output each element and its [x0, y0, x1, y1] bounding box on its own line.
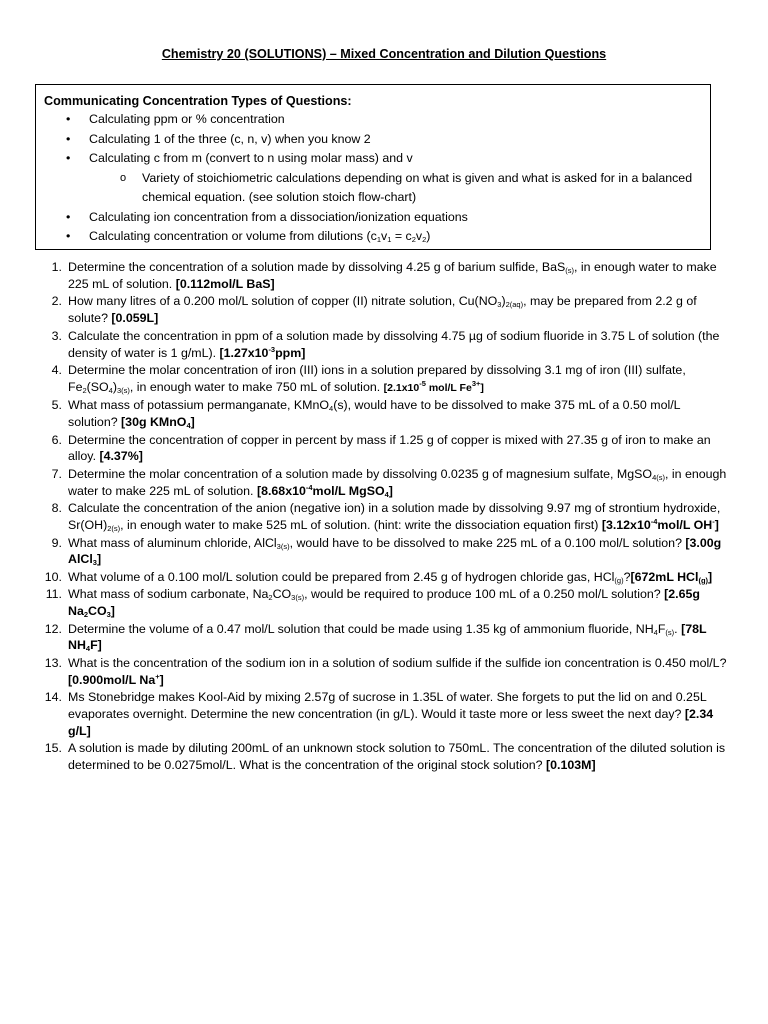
answer: [3.00g AlCl$_3$]	[68, 535, 722, 568]
answer: [0.112mol/L BaS]	[175, 276, 275, 291]
question-number: 1.	[51, 260, 62, 274]
question-item: 13. What is the concentration of the sodium ion in a solution of sodium sulfide if the sulfide ion concentration is 0.450 mol/L? [0.900mol/L Na+]	[40, 655, 730, 689]
answer: [0.900mol/L Na+]	[68, 671, 164, 687]
answer: [0.103M]	[546, 758, 596, 773]
question-item: 4. Determine the molar concentration of iron (III) ions in a solution prepared by dissolving 3.1 mg of iron (III) sulfate, $Fe_2(SO_4)_{3(s)}$, in enough water to make 750 mL of solution. [$2.1x10^{-5}$ mol/L $Fe^{3+}$]	[40, 362, 730, 397]
question-number: 5.	[51, 398, 62, 413]
question-number: 2.	[51, 294, 62, 309]
answer: [30g KMnO$_4$]	[121, 415, 195, 431]
question-number: 12.	[44, 621, 62, 636]
question-number: 6.	[51, 432, 62, 447]
answer: [$3.12x10^{-4}mol/L$ OH-]	[601, 517, 719, 533]
bullet-icon: •	[66, 112, 71, 126]
answer: [78L $NH_4F$]	[68, 621, 707, 654]
sub-bullet-item: o Variety of stoichiometric calculations depending on what is given and what is asked for in a balanced chemical equation. (see solution stoich flow-chart)	[120, 170, 693, 204]
box-heading: Communicating Concentration Types of Questions:	[44, 94, 352, 108]
bullet-icon: •	[66, 229, 71, 243]
question-number: 3.	[51, 328, 62, 343]
answer: [$2.1x10^{-5}$ mol/L $Fe^{3+}$]	[383, 378, 484, 394]
question-item: 9. What mass of aluminum chloride, AlCl$_{3(s)}$, would have to be dissolved to make 225 mL of a 0.100 mol/L solution? [3.00g AlCl$_3$]	[40, 535, 730, 569]
question-number: 7.	[51, 466, 62, 481]
answer: [672mL HCl$_{(g)}$]	[630, 569, 713, 585]
question-item: 12. Determine the volume of a 0.47 mol/L solution that could be made using 1.35 kg of ammonium fluoride, $NH_4F_{(s)}$. [78L $NH_4F$]	[40, 621, 730, 655]
bullet-item: • Calculating 1 of the three (c, n, v) when you know 2	[44, 130, 710, 150]
question-number: 4.	[51, 362, 62, 377]
question-number: 8.	[51, 501, 62, 516]
answer: [4.37%]	[99, 449, 143, 464]
question-number: 10.	[44, 569, 62, 584]
question-item: 7. Determine the molar concentration of a solution made by dissolving 0.0235 g of magnesium sulfate, MgSO$_{4(s)}$, in enough water to make 225 mL of solution. [$8.68x10^{-4}mol/L$ MgSO$_4$]	[40, 466, 730, 500]
bullet-icon: •	[66, 131, 71, 146]
question-item: 6. Determine the concentration of copper in percent by mass if 1.25 g of copper is mixed with 27.35 g of iron to make an alloy. [4.37%]	[40, 432, 730, 466]
circle-bullet-icon: o	[120, 171, 127, 184]
question-number: 13.	[44, 655, 62, 670]
question-item: 15. A solution is made by diluting 200mL of an unknown stock solution to 750mL. The concentration of the diluted solution is determined to be 0.0275mol/L. What is the concentration of the original stock solution? [0.103M]	[40, 740, 730, 774]
bullet-item: • Calculating ion concentration from a dissociation/ionization equations	[44, 208, 710, 228]
question-number: 9.	[51, 535, 62, 550]
answer: $[1.27x10^{-3}ppm]$	[219, 344, 306, 360]
question-types-box	[35, 84, 711, 250]
question-number: 15.	[44, 741, 62, 756]
answer: [2.34 g/L]	[68, 707, 714, 738]
bullet-item: • Calculating c from m (convert to n using molar mass) and v	[44, 149, 710, 169]
question-item: 5. What mass of potassium permanganate, KMnO$_4$(s), would have to be dissolved to make 375 mL of a 0.50 mol/L solution? [30g KMnO$_4$]	[40, 397, 730, 431]
question-item: 10. What volume of a 0.100 mol/L solution could be prepared from 2.45 g of hydrogen chloride gas, HCl$_{(g)}$?[672mL HCl$_{(g)}$]	[40, 569, 730, 586]
question-number: 14.	[44, 690, 62, 705]
bullet-item: • Calculating concentration or volume from dilutions $(c_1v_1 = c_2v_2)$	[44, 227, 710, 247]
question-item: 1. Determine the concentration of a solution made by dissolving 4.25 g of barium sulfide, BaS$_{(s)}$, in enough water to make 225 mL of solution. [0.112mol/L BaS]	[40, 259, 730, 293]
answer: [2.65g $Na_2CO_3$]	[68, 587, 700, 620]
bullet-item: • Calculating ppm or % concentration	[44, 110, 710, 130]
answer: [$8.68x10^{-4}mol/L$ MgSO$_4$]	[256, 482, 393, 499]
question-item: 3. Calculate the concentration in ppm of a solution made by dissolving 4.75 µg of sodium fluoride in 3.75 L of solution (the density of water is 1 g/mL). $[1.27x10^{-3}ppm]$	[40, 328, 730, 362]
question-list	[40, 259, 730, 775]
bullet-icon: •	[66, 209, 71, 224]
page-title: Chemistry 20 (SOLUTIONS) – Mixed Concentration and Dilution Questions	[161, 47, 607, 61]
question-number: 11.	[45, 587, 62, 602]
question-item: 14. Ms Stonebridge makes Kool-Aid by mixing 2.57g of sucrose in 1.35L of water. She forgets to put the lid on and 0.25L evaporates overnight. Determine the new concentration (in g/L). Would it taste more or less sweet the next day? [2.34 g/L]	[40, 689, 730, 740]
question-item: 2. How many litres of a 0.200 mol/L solution of copper (II) nitrate solution, $Cu(NO_3)_{2(aq)}$, may be prepared from 2.2 g of solute? [0.059L]	[40, 293, 730, 327]
question-item: 11. What mass of sodium carbonate, $Na_2CO_{3(s)}$, would be required to produce 100 mL of a 0.250 mol/L solution? [2.65g $Na_2CO_3$]	[40, 586, 730, 620]
bullet-icon: •	[66, 151, 71, 165]
answer: [0.059L]	[111, 311, 159, 326]
question-item: 8. Calculate the concentration of the anion (negative ion) in a solution made by dissolving 9.97 mg of strontium hydroxide, $Sr(OH)_{2(s)}$, in enough water to make 525 mL of solution. (hint: write the dissociation equation first) [$3.12x10^{-4}mol/L$ OH-]	[40, 500, 730, 534]
